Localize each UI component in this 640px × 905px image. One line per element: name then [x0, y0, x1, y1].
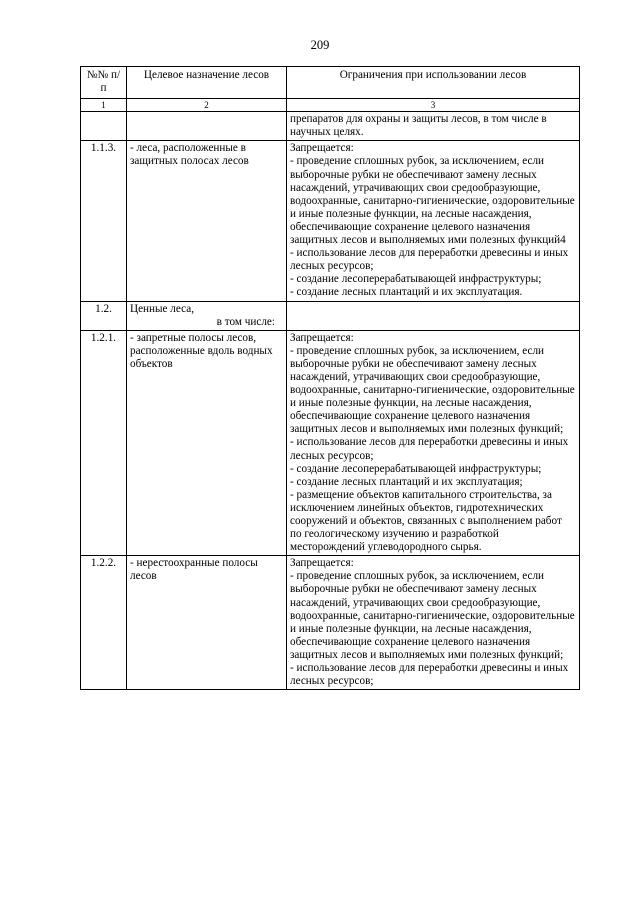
- restriction-item: - использование лесов для переработки древесины и иных лесных ресурсов;: [290, 662, 569, 688]
- column-number: 2: [127, 99, 287, 112]
- table-row: [81, 556, 580, 690]
- row-purpose: - леса, расположенные в защитных полосах лесов: [127, 141, 287, 301]
- restriction-heading: Запрещается:: [290, 557, 354, 570]
- table-row: [81, 112, 580, 141]
- row-restrictions: [287, 301, 580, 330]
- restriction-item: - проведение сплошных рубок, за исключением, если выборочные рубки не обеспечивают замену лесных насаждений, утрачивающих свои средообразующие, водоохранные, санитарно-гигиенические, оздоровительные и иные полезные функции, на лесные насаждения, обеспечивающие сохранение целевого назначения защитных лесов и выполняемых ими полезных функций;: [290, 570, 575, 661]
- row-restrictions: [287, 112, 580, 141]
- restriction-item: - создание лесных плантаций и их эксплуатация;: [290, 475, 523, 488]
- column-number: 3: [287, 99, 580, 112]
- row-number: [81, 112, 127, 141]
- page-number: 209: [310, 38, 330, 52]
- row-restrictions: [287, 141, 580, 301]
- header-purpose: Целевое назначение лесов: [127, 67, 287, 99]
- table-row: [81, 141, 580, 301]
- purpose-subtitle: в том числе:: [216, 315, 275, 328]
- restriction-item: - создание лесоперерабатывающей инфраструктуры;: [290, 462, 542, 475]
- row-number: 1.2.: [81, 301, 127, 330]
- restriction-item: - размещение объектов капитального строительства, за исключением линейных объектов, гидротехнических сооружений и объектов, связанных с выполнением работ по геологическому изучению и разработкой месторождений углеводородного сырья.: [290, 488, 562, 554]
- table-row: [81, 330, 580, 556]
- restriction-item: - проведение сплошных рубок, за исключением, если выборочные рубки не обеспечивают замену лесных насаждений, утрачивающих свои средообразующие, водоохранные, санитарно-гигиенические, оздоровительные и иные полезные функции, на лесные насаждения, обеспечивающие сохранение целевого назначения защитных лесов и выполняемых ими полезных функций4: [290, 155, 575, 247]
- row-purpose: [127, 112, 287, 141]
- table-header-row: [81, 67, 580, 99]
- restriction-item: - использование лесов для переработки древесины и иных лесных ресурсов;: [290, 436, 569, 462]
- column-numbers-row: [81, 99, 580, 112]
- purpose-title: Ценные леса,: [130, 302, 194, 315]
- restriction-heading: Запрещается:: [290, 142, 354, 155]
- restriction-item: - создание лесоперерабатывающей инфраструктуры;: [290, 273, 542, 286]
- header-restrictions: Ограничения при использовании лесов: [287, 67, 580, 99]
- row-number: 1.2.1.: [81, 330, 127, 556]
- row-purpose: - запретные полосы лесов, расположенные вдоль водных объектов: [127, 330, 287, 556]
- table-row: [81, 301, 580, 330]
- restriction-item: препаратов для охраны и защиты лесов, в том числе в научных целях.: [290, 113, 547, 139]
- restriction-heading: Запрещается:: [290, 331, 354, 344]
- restriction-item: - создание лесных плантаций и их эксплуатация.: [290, 286, 523, 299]
- row-number: 1.2.2.: [81, 556, 127, 690]
- row-restrictions: [287, 556, 580, 690]
- header-num: №№ п/п: [81, 67, 127, 99]
- restriction-item: - проведение сплошных рубок, за исключением, если выборочные рубки не обеспечивают замену лесных насаждений, утрачивающих свои средообразующие, водоохранные, санитарно-гигиенические, оздоровительные и иные полезные функции, на лесные насаждения, обеспечивающие сохранение целевого назначения защитных лесов и выполняемых ими полезных функций;: [290, 344, 575, 436]
- row-purpose: [127, 301, 287, 330]
- row-restrictions: [287, 330, 580, 556]
- restriction-item: - использование лесов для переработки древесины и иных лесных ресурсов;: [290, 247, 569, 273]
- row-number: 1.1.3.: [81, 141, 127, 301]
- row-purpose: - нерестоохранные полосы лесов: [127, 556, 287, 690]
- forest-restrictions-table: [80, 66, 580, 690]
- column-number: 1: [81, 99, 127, 112]
